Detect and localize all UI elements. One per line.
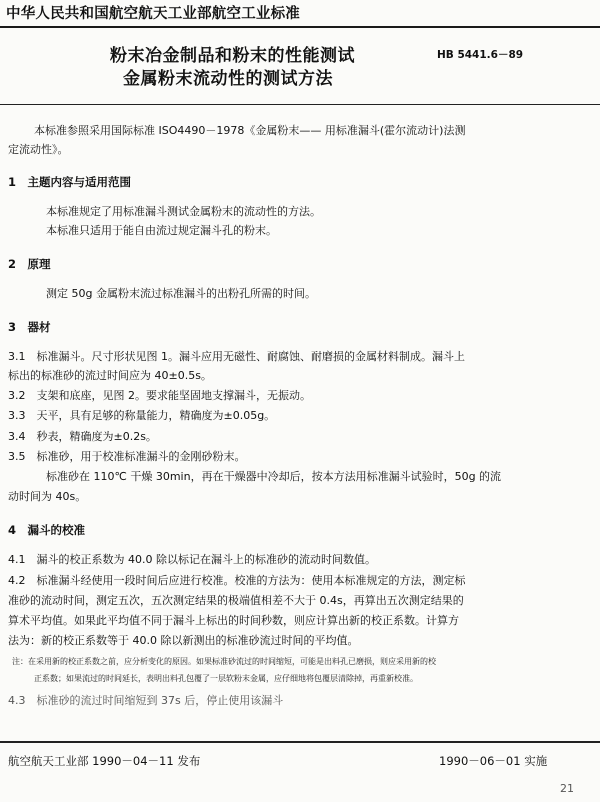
clause-4-2-note-line-2: 正系数；如果流过的时间延长，表明出料孔包覆了一层软粉末金属，应仔细地将包覆层清除掉，再重新校准。 <box>34 674 418 683</box>
document-title-line-2: 金属粉末流动性的测试方法 <box>123 69 333 89</box>
intro-line-2: 定流动性》。 <box>8 143 69 156</box>
section-3-heading: 3 器材 <box>8 320 51 334</box>
section-2-paragraph-1: 测定 50g 金属粉末流过标准漏斗的出粉孔所需的时间。 <box>46 287 316 300</box>
section-2-heading: 2 原理 <box>8 257 51 271</box>
clause-3-5-paragraph-line-2: 动时间为 40s。 <box>8 490 87 503</box>
clause-4-1: 4.1 漏斗的校正系数为 40.0 除以标记在漏斗上的标准砂的流动时间数值。 <box>8 553 376 566</box>
clause-3-3: 3.3 天平，具有足够的称量能力，精确度为±0.05g。 <box>8 409 276 422</box>
clause-3-2: 3.2 支架和底座，见图 2。要求能坚固地支撑漏斗，无振动。 <box>8 389 311 402</box>
section-1-heading: 1 主题内容与适用范围 <box>8 175 132 189</box>
standard-code: HB 5441.6－89 <box>437 49 524 61</box>
footer-rule <box>0 741 600 743</box>
clause-3-1-line-2: 标出的标准砂的流过时间应为 40±0.5s。 <box>8 369 212 382</box>
clause-4-2-note-line-1: 注：在采用新的校正系数之前，应分析变化的原因。如果标准砂流过的时间缩短，可能是出料孔已磨损，则应采用新的校 <box>12 657 436 666</box>
clause-3-5: 3.5 标准砂，用于校准标准漏斗的金刚砂粉末。 <box>8 450 246 463</box>
clause-3-4: 3.4 秒表，精确度为±0.2s。 <box>8 430 157 443</box>
clause-4-2-line-1: 4.2 标准漏斗经使用一段时间后应进行校准。校准的方法为：使用本标准规定的方法，测定标 <box>8 574 466 587</box>
clause-4-2-line-4: 法为：新的校正系数等于 40.0 除以新测出的标准砂流过时间的平均值。 <box>8 634 359 647</box>
clause-3-5-paragraph-line-1: 标准砂在 110℃ 干燥 30min，再在干燥器中冷却后，按本方法用标准漏斗试验时，50g 的流 <box>46 470 502 483</box>
page-number: 21 <box>560 782 574 795</box>
clause-4-2-line-3: 算术平均值。如果此平均值不同于漏斗上标出的时间秒数，则应计算出新的校正系数。计算方 <box>8 614 459 627</box>
section-1-paragraph-1: 本标准规定了用标准漏斗测试金属粉末的流动性的方法。 <box>46 205 321 218</box>
clause-3-1-line-1: 3.1 标准漏斗。尺寸形状见图 1。漏斗应用无磁性、耐腐蚀、耐磨损的金属材料制成。漏斗上 <box>8 350 465 363</box>
section-4-heading: 4 漏斗的校准 <box>8 523 86 537</box>
issuing-organization: 中华人民共和国航空航天工业部航空工业标准 <box>6 6 300 22</box>
effective-date: 1990－06－01 实施 <box>439 754 548 768</box>
clause-4-3: 4.3 标准砂的流过时间缩短到 37s 后，停止使用该漏斗 <box>8 694 284 707</box>
document-title-line-1: 粉末冶金制品和粉末的性能测试 <box>110 46 355 66</box>
title-rule <box>0 104 600 105</box>
section-1-paragraph-2: 本标准只适用于能自由流过规定漏斗孔的粉末。 <box>46 224 277 237</box>
issue-date: 航空航天工业部 1990－04－11 发布 <box>8 754 201 768</box>
header-rule <box>0 26 600 28</box>
intro-line-1: 本标准参照采用国际标准 ISO4490－1978《金属粉末—— 用标准漏斗(霍尔流动计)法测 <box>34 124 466 137</box>
clause-4-2-line-2: 准砂的流动时间，测定五次，五次测定结果的极端值相差不大于 0.4s，再算出五次测定结果的 <box>8 594 464 607</box>
